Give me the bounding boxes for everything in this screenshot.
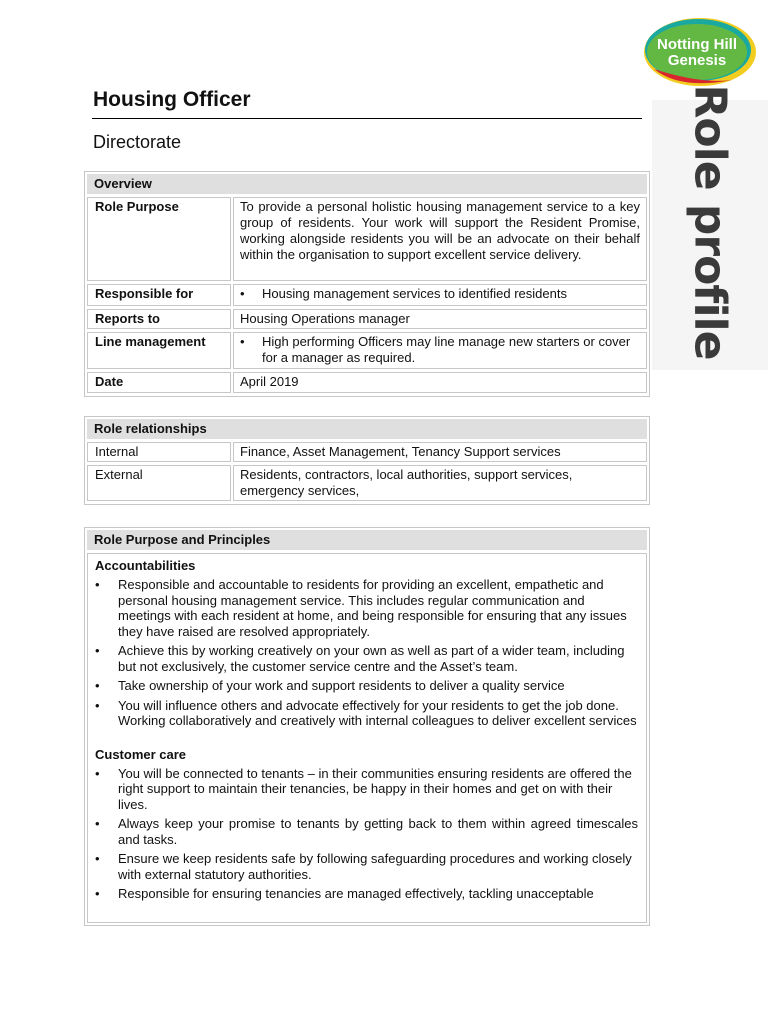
list-item — [95, 851, 638, 882]
list-item — [95, 678, 638, 694]
list-item-text: Take ownership of your work and support residents to deliver a quality service — [118, 678, 565, 693]
table-row — [87, 465, 647, 501]
accountabilities-list — [95, 577, 638, 729]
list-item-text: You will be connected to tenants – in their communities ensuring residents are offered the right support to maintain their tenancies, be happy in their homes and get on with their lives. — [118, 765, 632, 812]
table-row — [87, 309, 647, 329]
row-value: To provide a personal holistic housing management service to a key group of residents. Your work will support the Resident Promise, working alongside residents you will be an advocate on their behalf within the organisation to support excellent service delivery. — [233, 197, 647, 281]
row-label: Role Purpose — [87, 197, 231, 281]
list-item — [95, 577, 638, 639]
bullet: • — [95, 678, 100, 693]
customer-care-title: Customer care — [95, 746, 187, 762]
overview-table — [84, 171, 650, 397]
bullet: • — [95, 697, 100, 713]
page-subtitle: Directorate — [93, 132, 182, 152]
row-value: Finance, Asset Management, Tenancy Support services — [233, 442, 647, 462]
table-row — [87, 284, 647, 306]
accountabilities-title: Accountabilities — [95, 558, 196, 573]
row-value — [233, 284, 647, 306]
row-label: Reports to — [87, 309, 231, 329]
list-item-text: Responsible for ensuring tenancies are managed effectively, tackling unacceptable — [118, 886, 594, 901]
bullet: • — [95, 643, 100, 658]
bullet: • — [95, 577, 100, 592]
list-item-text: You will influence others and advocate effectively for your residents to get the job done. Working collaboratively and creatively with internal colleagues to deliver excellent services — [118, 697, 637, 728]
row-label: Line management — [87, 332, 231, 369]
bullet: • — [95, 765, 100, 781]
row-value: Housing Operations manager — [233, 309, 647, 329]
row-label: Responsible for — [87, 284, 231, 306]
logo-text-line1: Notting Hill — [657, 36, 737, 53]
list-item — [95, 698, 638, 729]
list-item-text: Always keep your promise to tenants by getting back to them within agreed timescales and tasks. — [118, 816, 638, 847]
list-item-text: Responsible and accountable to residents for providing an excellent, empathetic and personal housing management service. This includes regular communication and meetings with each resident at home, and being responsible for ensuring that any issues they have raised are resolved appropriately. — [118, 577, 627, 639]
row-value-text: Housing management services to identified residents — [262, 286, 567, 301]
list-item-text: Ensure we keep residents safe by following safeguarding procedures and working closely with external statutory authorities. — [118, 851, 632, 882]
logo-text-line2: Genesis — [667, 52, 727, 69]
principles-table — [84, 527, 650, 926]
list-item — [95, 816, 638, 847]
row-value-text: High performing Officers may line manage new starters or cover for a manager as required. — [262, 334, 631, 365]
table-row — [87, 332, 647, 369]
title-divider — [92, 118, 642, 119]
list-item — [95, 766, 638, 813]
bullet: • — [95, 886, 100, 901]
bullet: • — [240, 286, 245, 301]
notting-hill-genesis-logo — [640, 14, 758, 88]
list-item — [95, 886, 638, 902]
role-profile-label: Role profile — [684, 84, 736, 360]
row-value — [233, 332, 647, 369]
overview-heading: Overview — [87, 174, 647, 194]
list-item — [95, 643, 638, 674]
list-item-text: Achieve this by working creatively on your own as well as part of a wider team, including but not exclusively, the customer service centre and the Asset’s team. — [118, 643, 625, 674]
relationships-table — [84, 416, 650, 505]
page-title: Housing Officer — [93, 88, 251, 111]
principles-body — [87, 553, 647, 923]
row-value: Residents, contractors, local authorities, support services, emergency services, — [233, 465, 647, 501]
principles-heading: Role Purpose and Principles — [87, 530, 647, 550]
row-value: April 2019 — [233, 372, 647, 393]
table-row — [87, 372, 647, 393]
table-row — [87, 442, 647, 462]
bullet: • — [95, 816, 100, 831]
row-label: External — [87, 465, 231, 501]
bullet: • — [95, 851, 100, 866]
table-row — [87, 197, 647, 281]
bullet: • — [240, 334, 245, 349]
relationships-heading: Role relationships — [87, 419, 647, 439]
row-label: Date — [87, 372, 231, 393]
customer-care-list — [95, 766, 638, 902]
row-label: Internal — [87, 442, 231, 462]
